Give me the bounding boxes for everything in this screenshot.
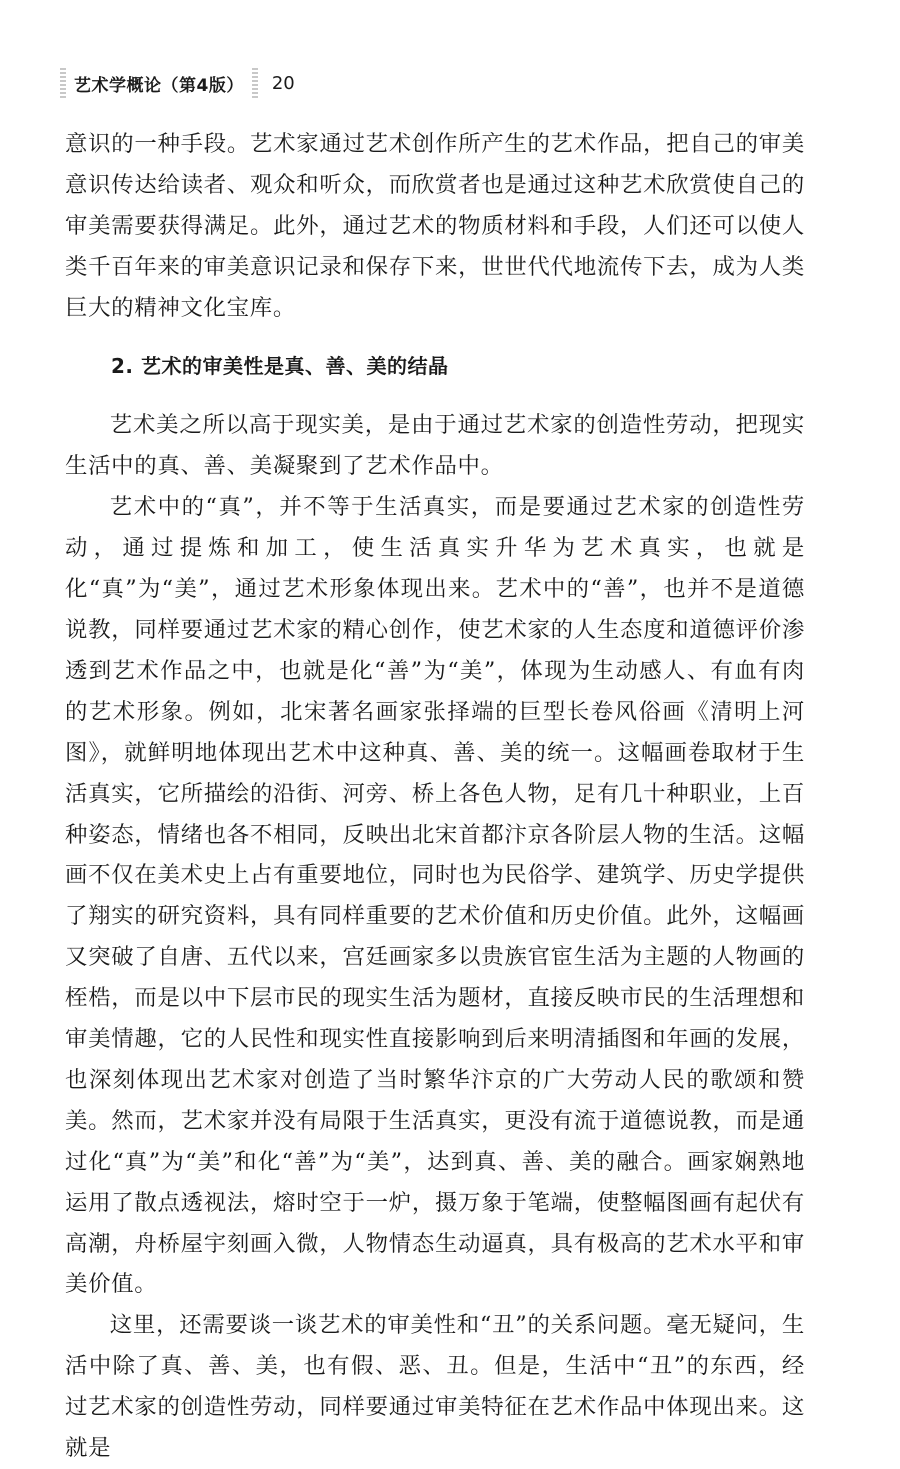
header-decoration-right	[252, 68, 258, 98]
section-heading: 2. 艺术的审美性是真、善、美的结晶	[111, 353, 449, 378]
paragraph-continued: 意识的一种手段。艺术家通过艺术创作所产生的艺术作品，把自己的审美意识传达给读者、观众和听众，而欣赏者也是通过这种艺术欣赏使自己的审美需要获得满足。此外，通过艺术的物质材料和手段，人们还可以使人类千百年来的审美意识记录和保存下来，世世代代地流传下去，成为人类巨大的精神文化宝库。	[65, 131, 805, 321]
paragraph: 艺术中的“真”，并不等于生活真实，而是要通过艺术家的创造性劳动，通过提炼和加工，使生活真实升华为艺术真实，也就是化“真”为“美”，通过艺术形象体现出来。艺术中的“善”，也并不是道德说教，同样要通过艺术家的精心创作，使艺术家的人生态度和道德评价渗透到艺术作品之中，也就是化“善”为“美”，体现为生动感人、有血有肉的艺术形象。例如，北宋著名画家张择端的巨型长卷风俗画《清明上河图》，就鲜明地体现出艺术中这种真、善、美的统一。这幅画卷取材于生活真实，它所描绘的沿街、河旁、桥上各色人物，足有几十种职业，上百种姿态，情绪也各不相同，反映出北宋首都汴京各阶层人物的生活。这幅画不仅在美术史上占有重要地位，同时也为民俗学、建筑学、历史学提供了翔实的研究资料，具有同样重要的艺术价值和历史价值。此外，这幅画又突破了自唐、五代以来，宫廷画家多以贵族官宦生活为主题的人物画的桎梏，而是以中下层市民的现实生活为题材，直接反映市民的生活理想和审美情趣，它的人民性和现实性直接影响到后来明清插图和年画的发展，也深刻体现出艺术家对创造了当时繁华汴京的广大劳动人民的歌颂和赞美。然而，艺术家并没有局限于生活真实，更没有流于道德说教，而是通过化“真”为“美”和化“善”为“美”，达到真、善、美的融合。画家娴熟地运用了散点透视法，熔时空于一炉，摄万象于笔端，使整幅图画有起伏有高潮，舟桥屋宇刻画入微，人物情态生动逼真，具有极高的艺术水平和审美价值。	[65, 494, 805, 1298]
header-decoration-left	[60, 68, 66, 98]
book-title: 艺术学概论（第4版）	[74, 75, 244, 96]
paragraph: 艺术美之所以高于现实美，是由于通过艺术家的创造性劳动，把现实生活中的真、善、美凝聚到了艺术作品中。	[65, 412, 805, 480]
running-header	[60, 66, 295, 100]
page-body	[65, 124, 805, 1469]
paragraph: 这里，还需要谈一谈艺术的审美性和“丑”的关系问题。毫无疑问，生活中除了真、善、美，也有假、恶、丑。但是，生活中“丑”的东西，经过艺术家的创造性劳动，同样要通过审美特征在艺术作品中体现出来。这就是	[65, 1312, 805, 1462]
page-number: 20	[271, 72, 295, 94]
